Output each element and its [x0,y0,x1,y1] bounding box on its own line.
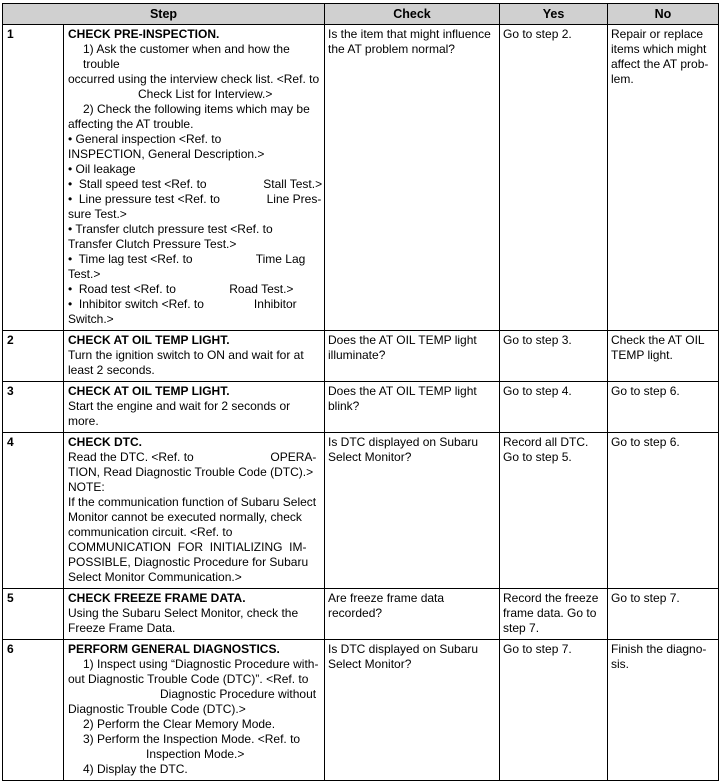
table-row [3,433,719,589]
step-description: PERFORM GENERAL DIAGNOSTICS. 1) Inspect using “Diagnostic Procedure with- out Diagnostic Trouble Code (DTC)”. <Ref. to Diagnostic Procedure without Diagnostic Trouble Code (DTC).> 2) Perform the Clear Memory Mode. 3) Perform the Inspection Mode. <Ref. to Inspection Mode.> 4) Display the DTC. [64,640,325,781]
no-cell: Check the AT OIL TEMP light. [608,331,719,382]
step-title: CHECK PRE-INSPECTION. [68,27,220,41]
header-step: Step [3,4,325,25]
no-cell: Go to step 7. [608,589,719,640]
yes-cell: Go to step 7. [500,640,608,781]
no-cell: Repair or replace items which might affect the AT prob-lem. [608,25,719,331]
header-yes: Yes [500,4,608,25]
step-number: 3 [3,382,64,433]
step-number: 2 [3,331,64,382]
yes-cell: Go to step 4. [500,382,608,433]
step-number: 1 [3,25,64,331]
check-cell: Does the AT OIL TEMP light blink? [325,382,500,433]
step-title: CHECK AT OIL TEMP LIGHT. [68,384,230,398]
step-description: CHECK AT OIL TEMP LIGHT. Turn the ignition switch to ON and wait for at least 2 seconds. [64,331,325,382]
yes-cell: Go to step 2. [500,25,608,331]
no-cell: Go to step 6. [608,382,719,433]
step-description: CHECK AT OIL TEMP LIGHT. Start the engine and wait for 2 seconds or more. [64,382,325,433]
step-title: CHECK AT OIL TEMP LIGHT. [68,333,230,347]
table-row [3,331,719,382]
check-cell: Is DTC displayed on Subaru Select Monitor? [325,640,500,781]
table-row [3,382,719,433]
step-number: 6 [3,640,64,781]
diagnostic-table [2,3,719,781]
no-cell: Go to step 6. [608,433,719,589]
step-number: 4 [3,433,64,589]
header-row [3,4,719,25]
step-title: PERFORM GENERAL DIAGNOSTICS. [68,642,280,656]
table-row [3,589,719,640]
step-title: CHECK FREEZE FRAME DATA. [68,591,246,605]
check-cell: Is DTC displayed on Subaru Select Monitor? [325,433,500,589]
step-title: CHECK DTC. [68,435,142,449]
step-number: 5 [3,589,64,640]
yes-cell: Record the freeze frame data. Go to step 7. [500,589,608,640]
check-cell: Is the item that might influence the AT problem normal? [325,25,500,331]
check-cell: Does the AT OIL TEMP light illuminate? [325,331,500,382]
table-row [3,25,719,331]
yes-cell: Go to step 3. [500,331,608,382]
table-row [3,640,719,781]
step-description: CHECK PRE-INSPECTION. 1) Ask the customer when and how the trouble occurred using the interview check list. <Ref. to Check List for Interview.> 2) Check the following items which may be affecting the AT trouble. • General inspection <Ref. to INSPECTION, General Description.> • Oil leakage • Stall speed test <Ref. to Stall Test.> • Line pressure test <Ref. to Line Pres- sure Test.> • Transfer clutch pressure test <Ref. to Transfer Clutch Pressure Test.> • Time lag test <Ref. to Time Lag Test.> • Road test <Ref. to Road Test.> • Inhibitor switch <Ref. to Inhibitor Switch.> [64,25,325,331]
no-cell: Finish the diagno-sis. [608,640,719,781]
step-description: CHECK DTC. Read the DTC. <Ref. to OPERA- TION, Read Diagnostic Trouble Code (DTC).> NOTE: If the communication function of Subaru Select Monitor cannot be executed normally, check communication circuit. <Ref. to COMMUNICATION FOR INITIALIZING IM- POSSIBLE, Diagnostic Procedure for Subaru Select Monitor Communication.> [64,433,325,589]
step-description: CHECK FREEZE FRAME DATA. Using the Subaru Select Monitor, check the Freeze Frame Data. [64,589,325,640]
check-cell: Are freeze frame data recorded? [325,589,500,640]
yes-cell: Record all DTC. Go to step 5. [500,433,608,589]
header-no: No [608,4,719,25]
header-check: Check [325,4,500,25]
